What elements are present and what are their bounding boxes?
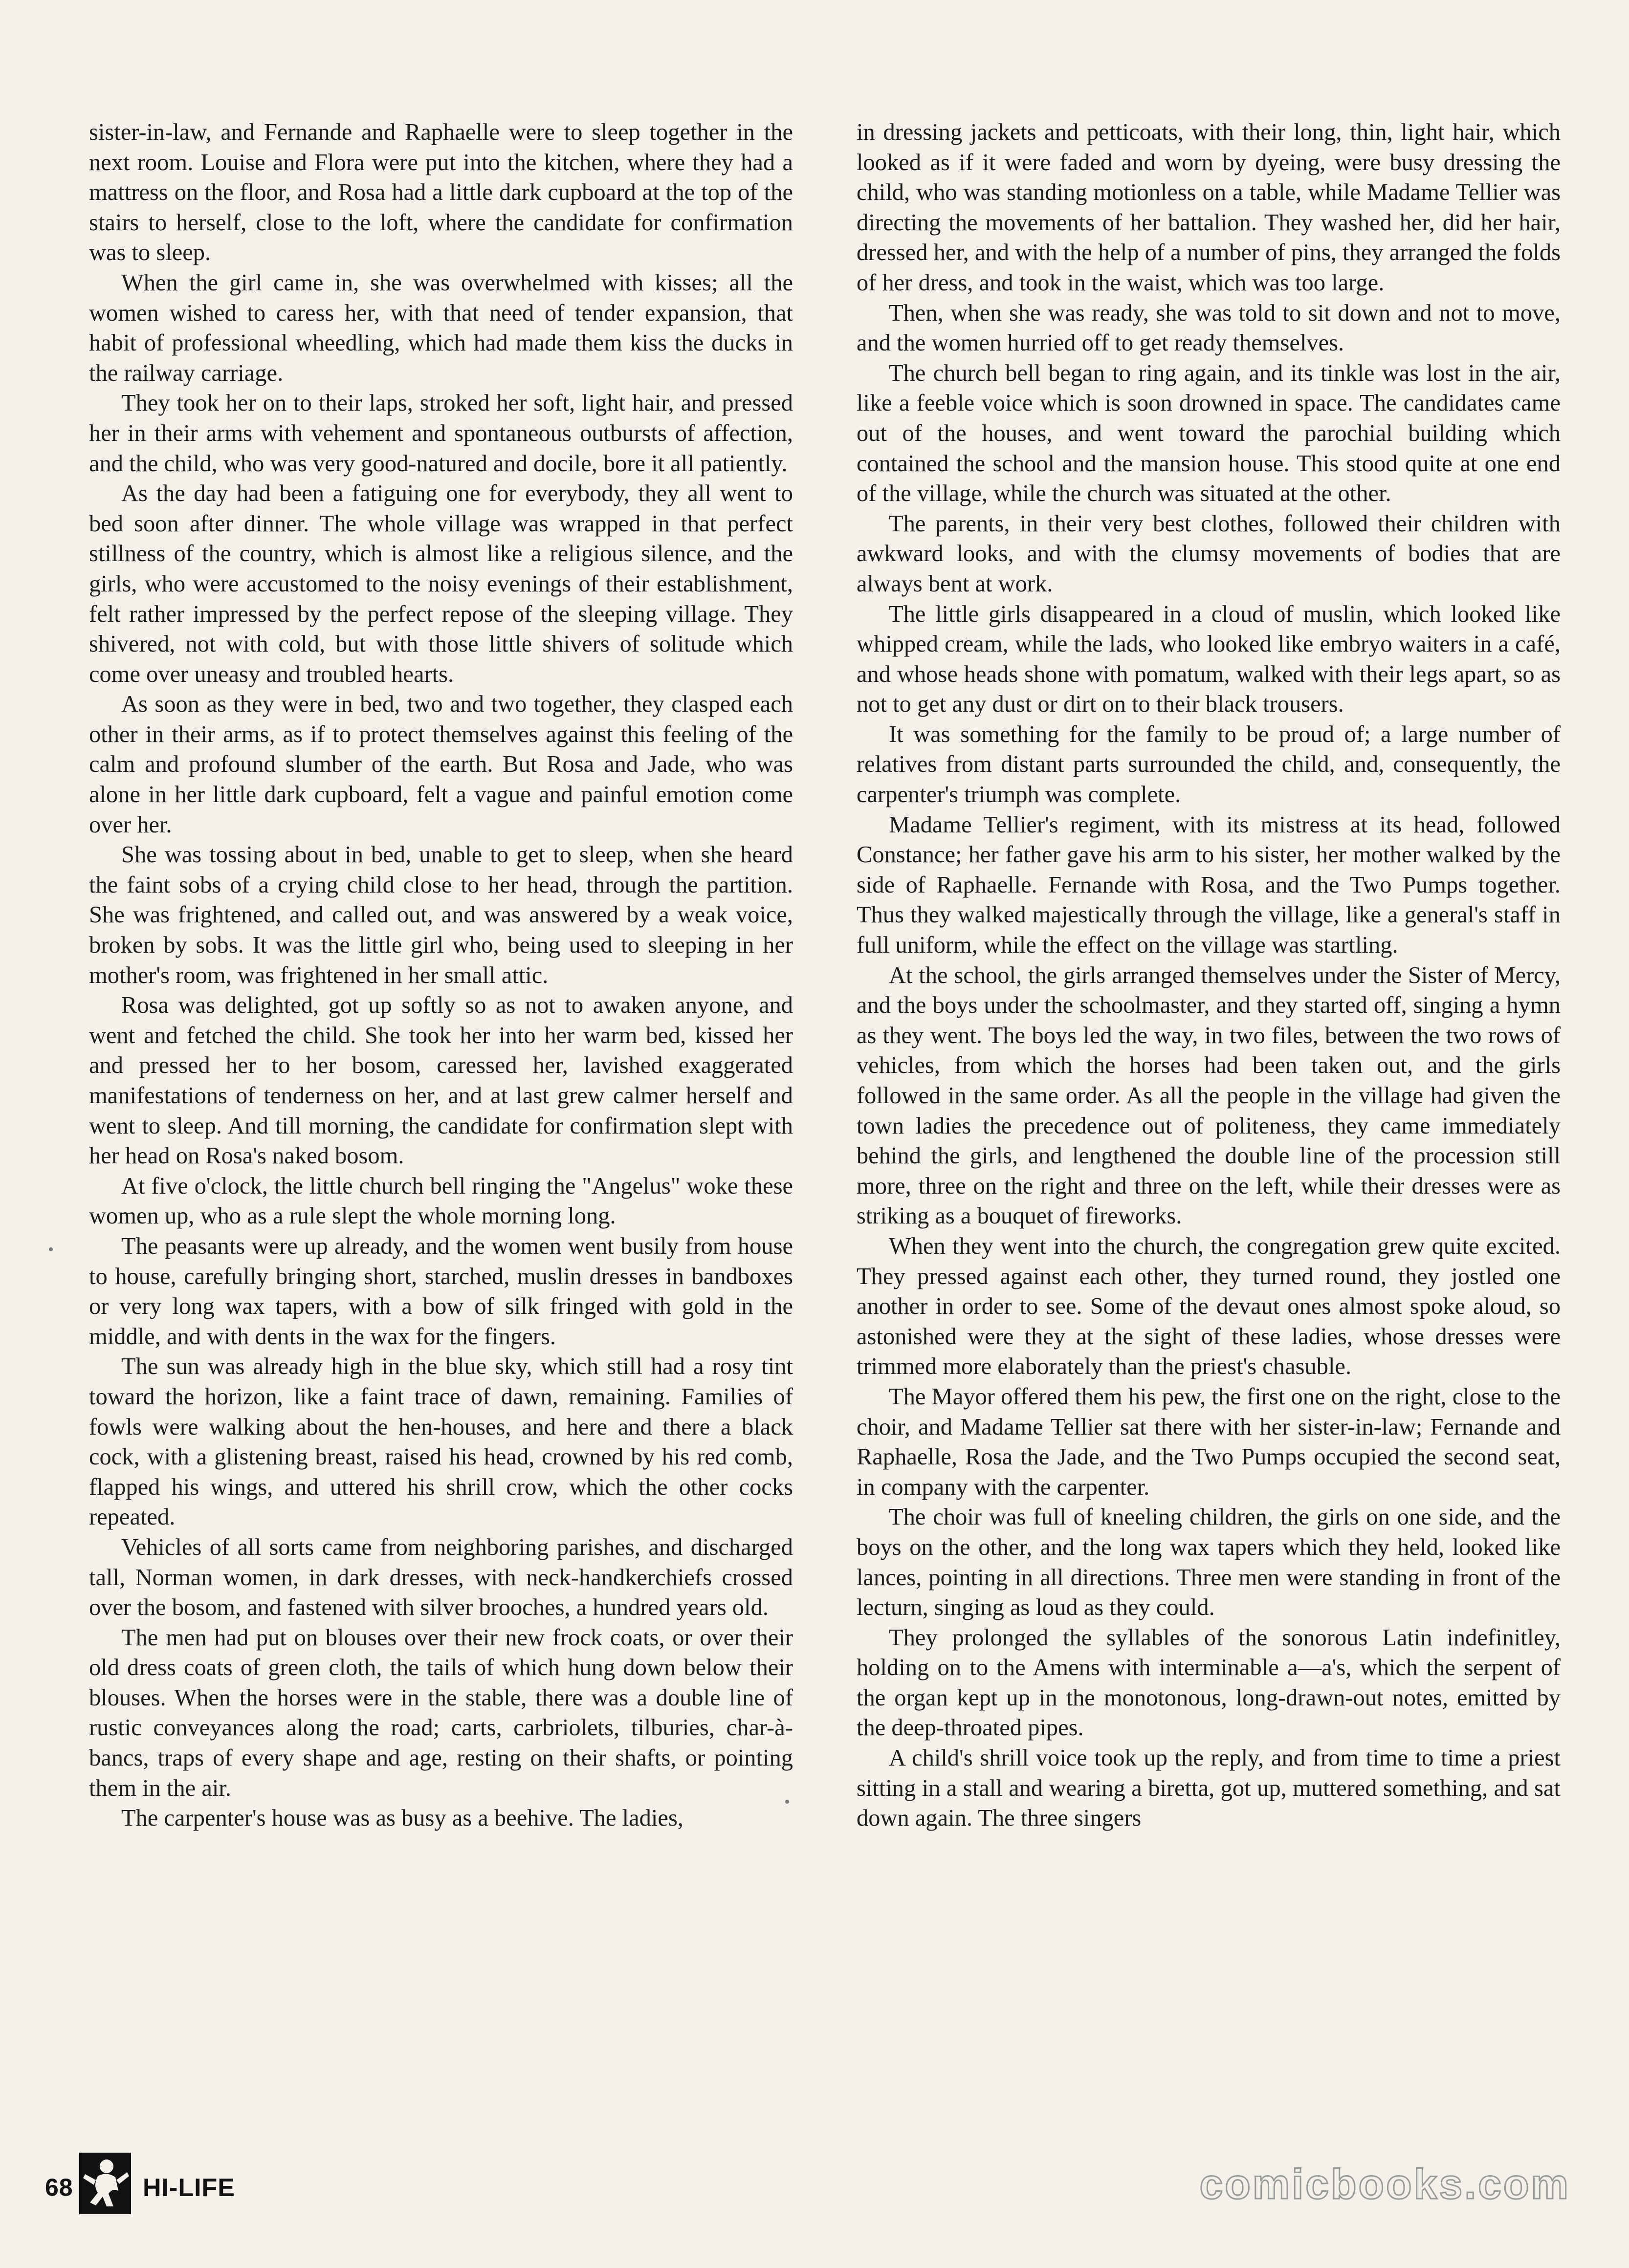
paragraph: The peasants were up already, and the women went busily from house to house, carefully bringing short, starched, muslin dresses in bandboxes or very long wax tapers, with a bow of silk fringed with gold in the middle, and with dents in the wax for the fingers. <box>89 1233 793 1350</box>
paragraph: As soon as they were in bed, two and two together, they clasped each other in their arms, as if to protect themselves against this feeling of the calm and profound slumber of the earth. But Rosa and Jade, who was alone in her little dark cupboard, felt a vague and painful emotion come over her. <box>89 691 793 838</box>
paragraph: At five o'clock, the little church bell ringing the "Angelus" woke these women up, who as a rule slept the whole morning long. <box>89 1173 793 1229</box>
paragraph: Rosa was delighted, got up softly so as not to awaken anyone, and went and fetched the child. She took her into her warm bed, kissed her and pressed her to her bosom, caressed her, lavished exaggerated manifestations of tenderness on her, and at last grew calmer herself and went to sleep. And till morning, the candidate for confirmation slept with her head on Rosa's naked bosom. <box>89 992 793 1169</box>
paragraph: The carpenter's house was as busy as a beehive. The ladies, <box>121 1805 683 1832</box>
page-footer <box>0 2141 1629 2229</box>
right-text-column <box>857 117 1561 1833</box>
paragraph: Vehicles of all sorts came from neighboring parishes, and discharged tall, Norman women, in dark dresses, with neck-handkerchiefs crossed over the bosom, and fastened with silver brooches, a hundred years old. <box>89 1534 793 1621</box>
paragraph: Madame Tellier's regiment, with its mistress at its head, followed Constance; her father gave his arm to his sister, her mother walked by the side of Raphaelle. Fernande with Rosa, and the Two Pumps together. Thus they walked majestically through the village, like a general's staff in full uniform, while the effect on the village was startling. <box>857 811 1561 959</box>
print-speck <box>785 1800 789 1804</box>
paragraph: The Mayor offered them his pew, the first one on the right, close to the choir, and Madame Tellier sat there with her sister-in-law; Fernande and Raphaelle, Rosa the Jade, and the Two Pumps occupied the second seat, in company with the carpenter. <box>857 1383 1561 1500</box>
paragraph: When the girl came in, she was overwhelmed with kisses; all the women wished to caress her, with that need of tender expansion, that habit of professional wheedling, which had made them kiss the ducks in the railway carriage. <box>89 269 793 386</box>
hi-life-masthead-figure-icon <box>78 2152 132 2215</box>
paragraph: The sun was already high in the blue sky, which still had a rosy tint toward the horizon, like a faint trace of dawn, remaining. Families of fowls were walking about the hen-houses, and here and there a black cock, with a glistening breast, raised his head, crowned by his red comb, flapped his wings, and uttered his shrill crow, which the other cocks repeated. <box>89 1353 793 1530</box>
paragraph: The choir was full of kneeling children, the girls on one side, and the boys on the other, and the long wax tapers which they held, looked like lances, pointing in all directions. Three men were standing in front of the lecturn, singing as loud as they could. <box>857 1504 1561 1621</box>
paragraph: The church bell began to ring again, and its tinkle was lost in the air, like a feeble voice which is soon drowned in space. The candidates came out of the houses, and went toward the parochial building which contained the school and the mansion house. This stood quite at one end of the village, while the church was situated at the other. <box>857 360 1561 507</box>
paragraph: in dressing jackets and petticoats, with their long, thin, light hair, which looked as if it were faded and worn by dyeing, were busy dressing the child, who was standing motionless on a table, while Madame Tellier was directing the movements of her battalion. They washed her, did her hair, dressed her, and with the help of a number of pins, they arranged the folds of her dress, and took in the waist, which was too large. <box>857 119 1561 296</box>
left-text-column <box>89 117 793 1833</box>
paragraph: sister-in-law, and Fernande and Raphaelle were to sleep together in the next room. Louise and Flora were put into the kitchen, where they had a mattress on the floor, and Rosa had a little dark cupboard at the top of the stairs to herself, close to the loft, where the candidate for confirmation was to sleep. <box>89 119 793 266</box>
paragraph: She was tossing about in bed, unable to get to sleep, when she heard the faint sobs of a crying child close to her head, through the partition. She was frightened, and called out, and was answered by a weak voice, broken by sobs. It was the little girl who, being used to sleeping in her mother's room, was frightened in her small attic. <box>89 842 793 988</box>
site-watermark: comicbooks.com <box>1199 2161 1570 2208</box>
paragraph: The men had put on blouses over their new frock coats, or over their old dress coats of green cloth, the tails of which hung down below their blouses. When the horses were in the stable, there was a double line of rustic conveyances along the road; carts, carbriolets, tilburies, char-à-bancs, traps of every shape and age, resting on their shafts, or pointing them in the air. <box>89 1624 793 1801</box>
paragraph: As the day had been a fatiguing one for everybody, they all went to bed soon after dinner. The whole village was wrapped in that perfect stillness of the country, which is almost like a religious silence, and the girls, who were accustomed to the noisy evenings of their establishment, felt rather impressed by the perfect repose of the sleeping village. They shivered, not with cold, but with those little shivers of solitude which come over uneasy and troubled hearts. <box>89 480 793 687</box>
paragraph: When they went into the church, the congregation grew quite excited. They pressed against each other, they turned round, they jostled one another in order to see. Some of the devaut ones almost spoke aloud, so astonished were they at the sight of these ladies, whose dresses were trimmed more elaborately than the priest's chasuble. <box>857 1233 1561 1380</box>
paragraph: Then, when she was ready, she was told to sit down and not to move, and the women hurried off to get ready themselves. <box>857 300 1561 356</box>
page-number: 68 <box>45 2174 73 2201</box>
paragraph: A child's shrill voice took up the reply, and from time to time a priest sitting in a stall and wearing a biretta, got up, muttered something, and sat down again. The three singers <box>857 1745 1561 1832</box>
paragraph: The parents, in their very best clothes, followed their children with awkward looks, and with the clumsy movements of bodies that are always bent at work. <box>857 510 1561 597</box>
paragraph: The little girls disappeared in a cloud of muslin, which looked like whipped cream, while the lads, who looked like embryo waiters in a café, and whose heads shone with pomatum, walked with their legs apart, so as not to get any dust or dirt on to their black trousers. <box>857 601 1561 718</box>
paragraph: It was something for the family to be proud of; a large number of relatives from distant parts surrounded the child, and, consequently, the carpenter's triumph was complete. <box>857 721 1561 808</box>
paragraph: They prolonged the syllables of the sonorous Latin indefinitley, holding on to the Amens with interminable a—a's, which the serpent of the organ kept up in the monotonous, long-drawn-out notes, emitted by the deep-throated pipes. <box>857 1624 1561 1741</box>
paragraph: They took her on to their laps, stroked her soft, light hair, and pressed her in their arms with vehement and spontaneous outbursts of affection, and the child, who was very good-natured and docile, bore it all patiently. <box>89 390 793 477</box>
paragraph: At the school, the girls arranged themselves under the Sister of Mercy, and the boys under the schoolmaster, and they started off, singing a hymn as they went. The boys led the way, in two files, between the two rows of vehicles, from which the horses had been taken out, and the girls followed in the same order. As all the people in the village had given the town ladies the precedence out of politeness, they came immediately behind the girls, and lengthened the double line of the procession still more, three on the right and three on the left, while their dresses were as striking as a bouquet of fireworks. <box>857 962 1561 1229</box>
magazine-title: HI-LIFE <box>143 2174 235 2202</box>
print-speck <box>49 1247 53 1251</box>
